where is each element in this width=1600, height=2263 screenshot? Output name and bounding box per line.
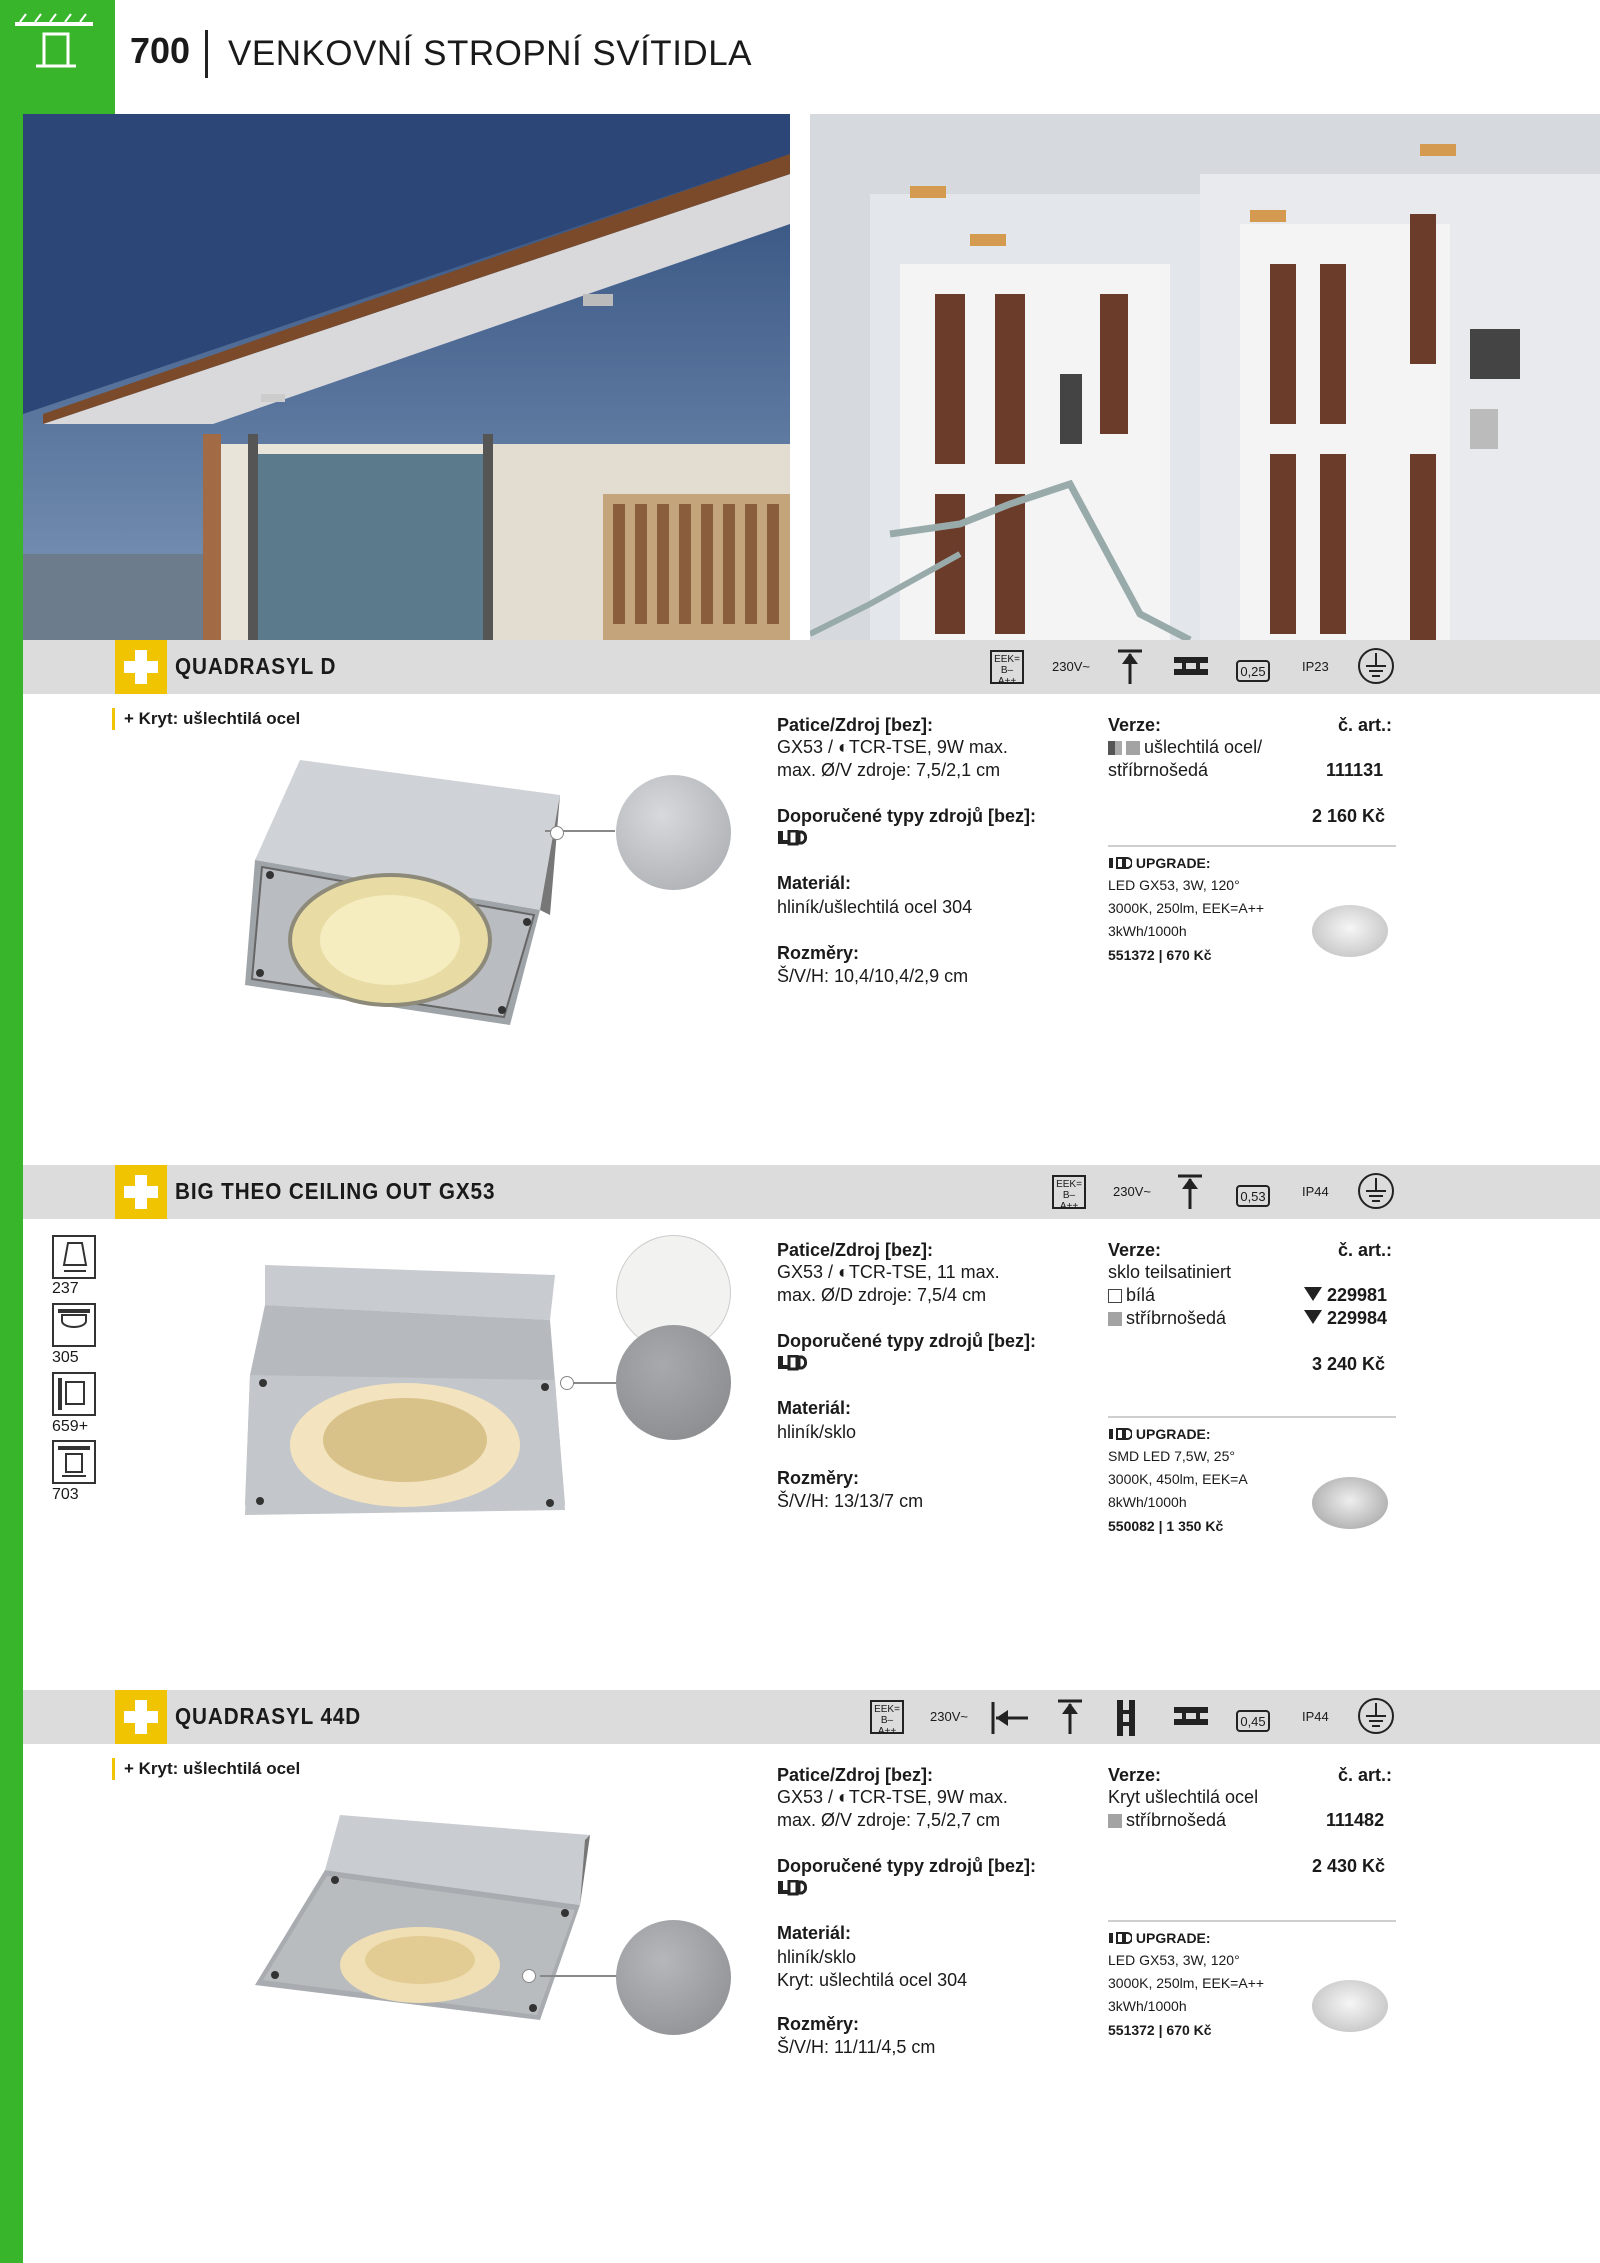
finish-chip-white (1108, 1289, 1122, 1303)
note-text: Kryt: ušlechtilá ocel (138, 1759, 301, 1778)
variant-row (1108, 1284, 1155, 1307)
variant-name: bílá (1126, 1285, 1156, 1305)
upgrade-text: UPGRADE: (1135, 1426, 1211, 1442)
upgrade-line3: 8kWh/1000h (1108, 1494, 1187, 1510)
finish-chip-silver (1126, 741, 1140, 755)
side-label: 703 (52, 1486, 79, 1503)
material-label: Materiál: (777, 873, 852, 893)
eek-label (990, 650, 1024, 687)
upgrade-label (1108, 855, 1211, 871)
product-name: QUADRASYL D (175, 653, 337, 679)
finish-swatch-silver (616, 1325, 731, 1440)
divider (1108, 1920, 1396, 1922)
upgrade-code: 551372 | 670 Kč (1108, 2022, 1212, 2038)
version-line2: stříbrnošedá (1108, 760, 1209, 780)
version-label: Verze: (1108, 715, 1162, 735)
recommended-label: Doporučené typy zdrojů [bez]: (777, 806, 1037, 826)
socket-line1: GX53 / ◐TCR-TSE, 9W max. (777, 737, 1008, 757)
upgrade-line3: 3kWh/1000h (1108, 1998, 1187, 2014)
article-number: 111131 (1326, 760, 1384, 780)
plus-badge (115, 1690, 167, 1744)
plus-icon (115, 1165, 167, 1219)
eek-top: EEK= (994, 654, 1020, 665)
new-marker-icon (1304, 1310, 1322, 1324)
voltage: 230V~ (1052, 659, 1090, 674)
led-icon (1108, 1932, 1132, 1944)
led-icon (777, 830, 809, 846)
socket-line2: max. Ø/V zdroje: 7,5/2,1 cm (777, 760, 1001, 780)
upgrade-label (1108, 1426, 1211, 1442)
eek-label (1052, 1175, 1086, 1212)
dims-label: Rozměry: (777, 2014, 860, 2034)
variant-row (1108, 1307, 1226, 1330)
plus-icon (115, 1690, 167, 1744)
version-label: Verze: (1108, 1765, 1162, 1785)
variant-name: stříbrnošedá (1126, 1810, 1227, 1830)
divider (1108, 845, 1396, 847)
version-label: Verze: (1108, 1240, 1162, 1260)
eek-top: EEK= (1056, 1179, 1082, 1190)
art-label: č. art.: (1338, 715, 1393, 735)
voltage: 230V~ (1113, 1184, 1151, 1199)
eek-label (870, 1700, 904, 1737)
plus-icon (115, 640, 167, 694)
dims-value: Š/V/H: 11/11/4,5 cm (777, 2037, 936, 2057)
led-bulb-image (1312, 1980, 1388, 2032)
recessed-icon (1172, 1703, 1210, 1729)
power-label: 0,25 (1236, 660, 1270, 682)
mount-pendant-icon (52, 1440, 96, 1484)
mount-ceiling-spot-icon (52, 1235, 96, 1279)
leader-line (540, 1975, 620, 1977)
side-label: 305 (52, 1349, 79, 1366)
note-marker (112, 708, 115, 730)
finish-swatch-brushed-steel (616, 1920, 731, 2035)
art-label: č. art.: (1338, 1240, 1393, 1260)
variant-row (1108, 1809, 1226, 1832)
photo-entrance (810, 114, 1600, 640)
divider (1108, 1416, 1396, 1418)
finish-chip-steel (1108, 741, 1122, 755)
article-number: 111482 (1326, 1810, 1385, 1830)
leader-dot (522, 1969, 536, 1983)
finish-swatch-steel (616, 775, 731, 890)
art-label: č. art.: (1338, 1765, 1393, 1785)
price: 2 430 Kč (1312, 1856, 1386, 1876)
page-number: 700 (130, 30, 191, 71)
version-line1: Kryt ušlechtilá ocel (1108, 1787, 1259, 1807)
product-name: QUADRASYL 44D (175, 1703, 362, 1729)
note: + Kryt: ušlechtilá ocel (124, 1759, 301, 1778)
ip-rating: IP44 (1302, 1709, 1329, 1724)
title-separator (205, 30, 208, 78)
note-marker (112, 1758, 115, 1780)
power-label: 0,53 (1236, 1185, 1270, 1207)
photo-terrace (23, 114, 790, 640)
version-line1: sklo teilsatiniert (1108, 1262, 1232, 1282)
dims-label: Rozměry: (777, 943, 860, 963)
finish-chip-silver (1108, 1814, 1122, 1828)
socket-label: Patice/Zdroj [bez]: (777, 1240, 934, 1260)
category-box (0, 0, 115, 115)
ceiling-lamp-icon (0, 0, 115, 115)
finish-chip-silver (1108, 1312, 1122, 1326)
led-bulb-image (1312, 905, 1388, 957)
ip-rating: IP23 (1302, 659, 1329, 674)
material-label: Materiál: (777, 1923, 852, 1943)
note: + Kryt: ušlechtilá ocel (124, 709, 301, 728)
price: 3 240 Kč (1312, 1354, 1386, 1374)
upgrade-label (1108, 1930, 1211, 1946)
power-label: 0,45 (1236, 1710, 1270, 1732)
ceiling-mount-icon (1175, 1173, 1205, 1211)
socket-label: Patice/Zdroj [bez]: (777, 715, 934, 735)
article-value: 229984 (1327, 1308, 1388, 1328)
material-line2: Kryt: ušlechtilá ocel 304 (777, 1970, 968, 1990)
product-image-big-theo (245, 1265, 570, 1535)
eek-top: EEK= (874, 1704, 900, 1715)
led-icon (777, 1880, 809, 1896)
protection-class-icon (1357, 1697, 1395, 1735)
upgrade-line2: 3000K, 250lm, EEK=A++ (1108, 900, 1265, 916)
upgrade-line1: LED GX53, 3W, 120° (1108, 877, 1240, 893)
recommended-label: Doporučené typy zdrojů [bez]: (777, 1331, 1037, 1351)
wall-mount-icon (990, 1700, 1030, 1736)
plus-badge (115, 1165, 167, 1219)
upgrade-line2: 3000K, 450lm, EEK=A (1108, 1471, 1248, 1487)
leader-dot (550, 826, 564, 840)
side-label: 237 (52, 1280, 79, 1297)
upgrade-text: UPGRADE: (1135, 1930, 1211, 1946)
version-line1 (1108, 736, 1262, 759)
product-image-quadrasyl-d (240, 755, 560, 1025)
eek-bottom: B–A++ (997, 665, 1017, 687)
mount-wall-icon (52, 1372, 96, 1416)
socket-line2: max. Ø/V zdroje: 7,5/2,7 cm (777, 1810, 1001, 1830)
dims-value: Š/V/H: 13/13/7 cm (777, 1491, 924, 1511)
page-title: VENKOVNÍ STROPNÍ SVÍTIDLA (228, 34, 752, 73)
led-icon (1108, 1428, 1132, 1440)
eek-bottom: B–A++ (1059, 1190, 1079, 1212)
led-bulb-image (1312, 1477, 1388, 1529)
recommended-label: Doporučené typy zdrojů [bez]: (777, 1856, 1037, 1876)
socket-line1: GX53 / ◐TCR-TSE, 11 max. (777, 1262, 1000, 1282)
version-text: ušlechtilá ocel/ (1144, 737, 1263, 757)
upgrade-line2: 3000K, 250lm, EEK=A++ (1108, 1975, 1265, 1991)
product-name: BIG THEO CEILING OUT GX53 (175, 1178, 496, 1204)
material-line1: hliník/sklo (777, 1422, 857, 1442)
socket-line1: GX53 / ◐TCR-TSE, 9W max. (777, 1787, 1008, 1807)
material-line1: hliník/ušlechtilá ocel 304 (777, 897, 973, 917)
recessed-icon (1172, 653, 1210, 679)
plus-badge (115, 640, 167, 694)
material-label: Materiál: (777, 1398, 852, 1418)
ceiling-mount-icon (1115, 648, 1145, 686)
article-value: 229981 (1327, 1285, 1388, 1305)
protection-class-icon (1357, 647, 1395, 685)
article-number (1304, 1307, 1387, 1330)
dims-value: Š/V/H: 10,4/10,4/2,9 cm (777, 966, 969, 986)
ceiling-mount-icon (1055, 1698, 1085, 1736)
article-number (1304, 1284, 1387, 1307)
protection-class-icon (1357, 1172, 1395, 1210)
upgrade-text: UPGRADE: (1135, 855, 1211, 871)
side-label: 659+ (52, 1418, 89, 1435)
brand-side-bar (0, 0, 23, 2263)
variant-name: stříbrnošedá (1126, 1308, 1227, 1328)
eek-bottom: B–A++ (877, 1715, 897, 1737)
ip-rating: IP44 (1302, 1184, 1329, 1199)
upgrade-code: 551372 | 670 Kč (1108, 947, 1212, 963)
upgrade-line1: SMD LED 7,5W, 25° (1108, 1448, 1235, 1464)
price: 2 160 Kč (1312, 806, 1386, 826)
leader-dot (560, 1376, 574, 1390)
new-marker-icon (1304, 1287, 1322, 1301)
mount-ceiling-icon (52, 1303, 96, 1347)
wall-recessed-icon (1115, 1698, 1145, 1738)
upgrade-line3: 3kWh/1000h (1108, 923, 1187, 939)
note-text: Kryt: ušlechtilá ocel (138, 709, 301, 728)
socket-label: Patice/Zdroj [bez]: (777, 1765, 934, 1785)
socket-line2: max. Ø/D zdroje: 7,5/4 cm (777, 1285, 987, 1305)
product-image-quadrasyl-44d (255, 1810, 595, 2040)
upgrade-code: 550082 | 1 350 Kč (1108, 1518, 1224, 1534)
led-icon (1108, 857, 1132, 869)
voltage: 230V~ (930, 1709, 968, 1724)
upgrade-line1: LED GX53, 3W, 120° (1108, 1952, 1240, 1968)
material-line1: hliník/sklo (777, 1947, 857, 1967)
dims-label: Rozměry: (777, 1468, 860, 1488)
led-icon (777, 1355, 809, 1371)
